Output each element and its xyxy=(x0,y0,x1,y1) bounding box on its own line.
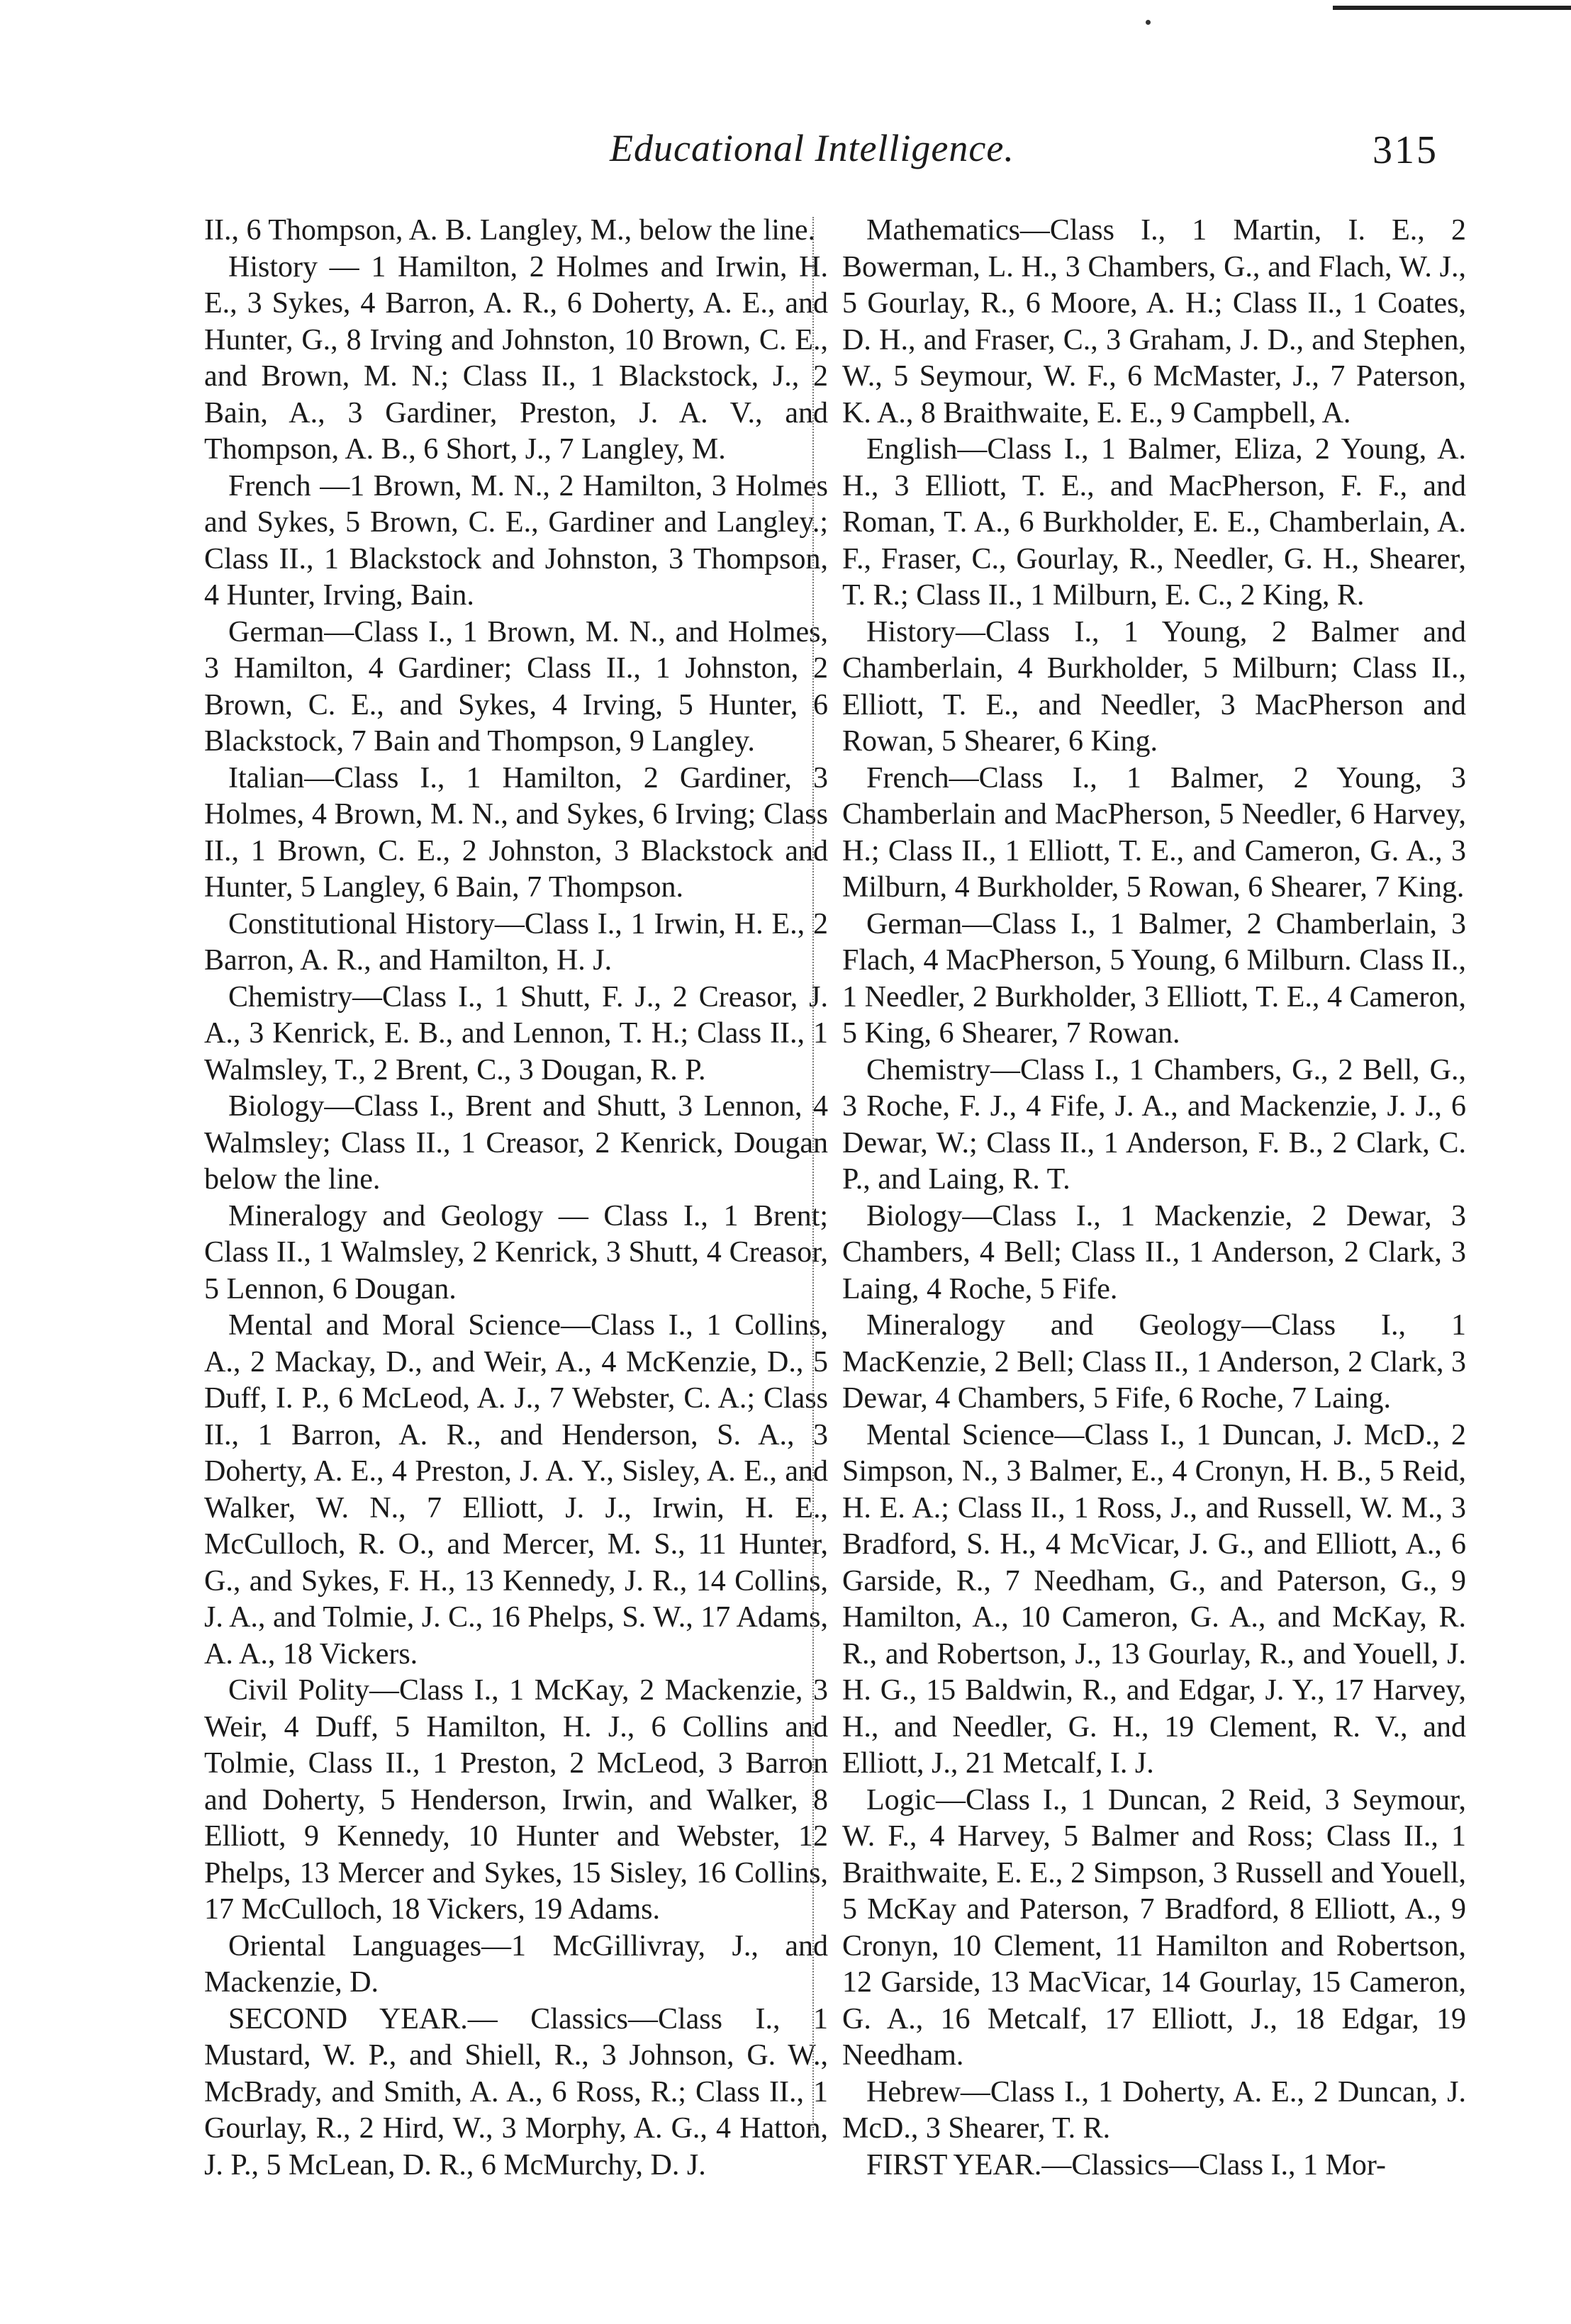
paragraph: Mental Science—Class I., 1 Duncan, J. McD., 2 Simpson, N., 3 Balmer, E., 4 Cronyn, H. B., 5 Reid, H. E. A.; Class II., 1 Ross, J., and Russell, W. M., 3 Bradford, S. H., 4 McVicar, J. G., and Elliott, A., 6 Garside, R., 7 Needham, G., and Paterson, G., 9 Hamilton, A., 10 Cameron, G. A., and McKay, R. R., and Robertson, J., 13 Gourlay, R., and Youell, J. H. G., 15 Baldwin, R., and Edgar, J. Y., 17 Harvey, H., and Needler, G. H., 19 Clement, R. V., and Elliott, J., 21 Metcalf, I. J. xyxy=(842,1418,1466,1780)
left-column xyxy=(204,213,828,2182)
column-divider xyxy=(812,217,814,2131)
paragraph: Oriental Languages—1 McGillivray, J., and Mackenzie, D. xyxy=(204,1929,828,1999)
scan-speck xyxy=(1146,20,1151,25)
paragraph: Civil Polity—Class I., 1 McKay, 2 Mackenzie, 3 Weir, 4 Duff, 5 Hamilton, H. J., 6 Collins and Tolmie, Class II., 1 Preston, 2 McLeod, 3 Barron and Doherty, 5 Henderson, Irwin, and Walker, 8 Elliott, 9 Kennedy, 10 Hunter and Webster, 12 Phelps, 13 Mercer and Sykes, 15 Sisley, 16 Collins, 17 McCulloch, 18 Vickers, 19 Adams. xyxy=(204,1674,828,1926)
page-number: 315 xyxy=(1372,128,1438,172)
paragraph: Chemistry—Class I., 1 Chambers, G., 2 Bell, G., 3 Roche, F. J., 4 Fife, J. A., and Mackenzie, J. J., 6 Dewar, W.; Class II., 1 Anderson, F. B., 2 Clark, C. P., and Laing, R. T. xyxy=(842,1053,1466,1196)
running-head: Educational Intelligence. xyxy=(610,127,1014,169)
paragraph: Hebrew—Class I., 1 Doherty, A. E., 2 Duncan, J. McD., 3 Shearer, T. R. xyxy=(842,2075,1466,2145)
paragraph: Mental and Moral Science—Class I., 1 Collins, A., 2 Mackay, D., and Weir, A., 4 McKenzie, D., 5 Duff, I. P., 6 McLeod, A. J., 7 Webster, C. A.; Class II., 1 Barron, A. R., and Henderson, S. A., 3 Doherty, A. E., 4 Preston, J. A. Y., Sisley, A. E., and Walker, W. N., 7 Elliott, J. J., Irwin, H. E., McCulloch, R. O., and Mercer, M. S., 11 Hunter, G., and Sykes, F. H., 13 Kennedy, J. R., 14 Collins, J. A., and Tolmie, J. C., 16 Phelps, S. W., 17 Adams, A. A., 18 Vickers. xyxy=(204,1309,828,1671)
paragraph: History — 1 Hamilton, 2 Holmes and Irwin, H. E., 3 Sykes, 4 Barron, A. R., 6 Doherty, A. E., and Hunter, G., 8 Irving and Johnston, 10 Brown, C. E., and Brown, M. N.; Class II., 1 Blackstock, J., 2 Bain, A., 3 Gardiner, Preston, J. A. V., and Thompson, A. B., 6 Short, J., 7 Langley, M. xyxy=(204,250,828,466)
paragraph: Mineralogy and Geology — Class I., 1 Brent; Class II., 1 Walmsley, 2 Kenrick, 3 Shutt, 4 Creasor, 5 Lennon, 6 Dougan. xyxy=(204,1199,828,1306)
paragraph: SECOND YEAR.— Classics—Class I., 1 Mustard, W. P., and Shiell, R., 3 Johnson, G. W., McBrady, and Smith, A. A., 6 Ross, R.; Class II., 1 Gourlay, R., 2 Hird, W., 3 Morphy, A. G., 4 Hatton, J. P., 5 McLean, D. R., 6 McMurchy, D. J. xyxy=(204,2002,828,2182)
paragraph: Mathematics—Class I., 1 Martin, I. E., 2 Bowerman, L. H., 3 Chambers, G., and Flach, W. J., 5 Gourlay, R., 6 Moore, A. H.; Class II., 1 Coates, D. H., and Fraser, C., 3 Graham, J. D., and Stephen, W., 5 Seymour, W. F., 6 McMaster, J., 7 Paterson, K. A., 8 Braithwaite, E. E., 9 Campbell, A. xyxy=(842,214,1466,430)
paragraph: English—Class I., 1 Balmer, Eliza, 2 Young, A. H., 3 Elliott, T. E., and MacPherson, F. F., and Roman, T. A., 6 Burkholder, E. E., Chamberlain, A. F., Fraser, C., Gourlay, R., Needler, G. H., Shearer, T. R.; Class II., 1 Milburn, E. C., 2 King, R. xyxy=(842,433,1466,612)
paragraph: Biology—Class I., Brent and Shutt, 3 Lennon, 4 Walmsley; Class II., 1 Creasor, 2 Kenrick, Dougan below the line. xyxy=(204,1090,828,1196)
paragraph: Mineralogy and Geology—Class I., 1 MacKenzie, 2 Bell; Class II., 1 Anderson, 2 Clark, 3 Dewar, 4 Chambers, 5 Fife, 6 Roche, 7 Laing. xyxy=(842,1309,1466,1415)
paragraph: Chemistry—Class I., 1 Shutt, F. J., 2 Creasor, J. A., 3 Kenrick, E. B., and Lennon, T. H.; Class II., 1 Walmsley, T., 2 Brent, C., 3 Dougan, R. P. xyxy=(204,980,828,1087)
paragraph: German—Class I., 1 Balmer, 2 Chamberlain, 3 Flach, 4 MacPherson, 5 Young, 6 Milburn. Class II., 1 Needler, 2 Burkholder, 3 Elliott, T. E., 4 Cameron, 5 King, 6 Shearer, 7 Rowan. xyxy=(842,907,1466,1050)
paragraph: Italian—Class I., 1 Hamilton, 2 Gardiner, 3 Holmes, 4 Brown, M. N., and Sykes, 6 Irving; Class II., 1 Brown, C. E., 2 Johnston, 3 Blackstock and Hunter, 5 Langley, 6 Bain, 7 Thompson. xyxy=(204,761,828,904)
paragraph: French —1 Brown, M. N., 2 Hamilton, 3 Holmes and Sykes, 5 Brown, C. E., Gardiner and Langley.; Class II., 1 Blackstock and Johnston, 3 Thompson, 4 Hunter, Irving, Bain. xyxy=(204,469,828,612)
paragraph: Logic—Class I., 1 Duncan, 2 Reid, 3 Seymour, W. F., 4 Harvey, 5 Balmer and Ross; Class II., 1 Braithwaite, E. E., 2 Simpson, 3 Russell and Youell, 5 McKay and Paterson, 7 Bradford, 8 Elliott, A., 9 Cronyn, 10 Clement, 11 Hamilton and Robertson, 12 Garside, 13 MacVicar, 14 Gourlay, 15 Cameron, G. A., 16 Metcalf, 17 Elliott, J., 18 Edgar, 19 Needham. xyxy=(842,1783,1466,2072)
paragraph: German—Class I., 1 Brown, M. N., and Holmes, 3 Hamilton, 4 Gardiner; Class II., 1 Johnston, 2 Brown, C. E., and Sykes, 4 Irving, 5 Hunter, 6 Blackstock, 7 Bain and Thompson, 9 Langley. xyxy=(204,615,828,758)
paragraph: II., 6 Thompson, A. B. Langley, M., below the line. xyxy=(204,214,816,247)
paragraph: History—Class I., 1 Young, 2 Balmer and Chamberlain, 4 Burkholder, 5 Milburn; Class II., Elliott, T. E., and Needler, 3 MacPherson and Rowan, 5 Shearer, 6 King. xyxy=(842,615,1466,758)
paragraph: Biology—Class I., 1 Mackenzie, 2 Dewar, 3 Chambers, 4 Bell; Class II., 1 Anderson, 2 Clark, 3 Laing, 4 Roche, 5 Fife. xyxy=(842,1199,1466,1306)
top-edge-rule xyxy=(1333,6,1571,10)
right-column xyxy=(842,213,1466,2182)
paragraph: French—Class I., 1 Balmer, 2 Young, 3 Chamberlain and MacPherson, 5 Needler, 6 Harvey, H.; Class II., 1 Elliott, T. E., and Cameron, G. A., 3 Milburn, 4 Burkholder, 5 Rowan, 6 Shearer, 7 King. xyxy=(842,761,1466,904)
paragraph: FIRST YEAR.—Classics—Class I., 1 Mor- xyxy=(866,2148,1387,2182)
paragraph: Constitutional History—Class I., 1 Irwin, H. E., 2 Barron, A. R., and Hamilton, H. J. xyxy=(204,907,828,977)
